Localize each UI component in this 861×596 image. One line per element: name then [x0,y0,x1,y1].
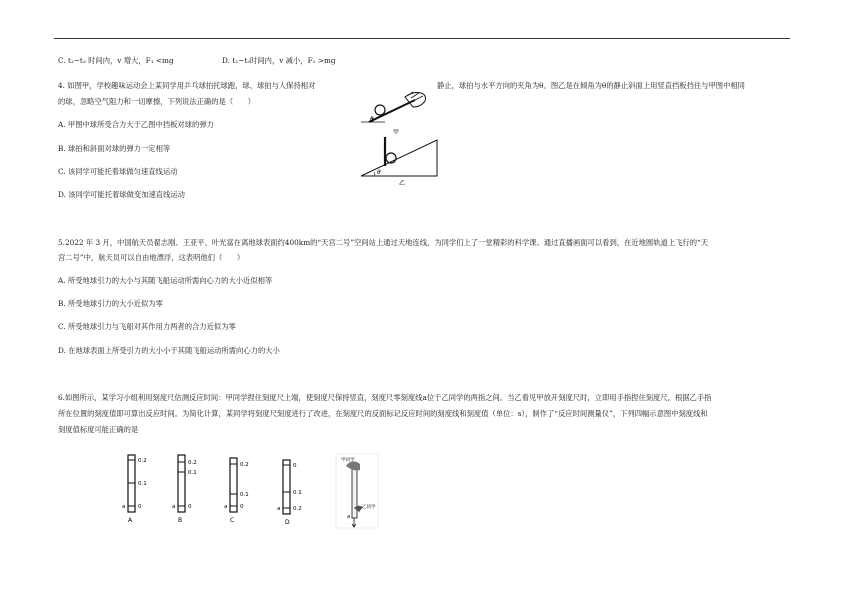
photo-label-yi: 乙同学 [362,505,376,510]
prev-option-c: C. t₂~t₃ 时间内，v 增大，F₁ <mg [58,56,174,65]
q5-option-d: D. 在地球表面上所受引力的大小小于其随飞船运动所需向心力的大小 [58,346,280,355]
ruler-c-mark-a: a [224,504,228,510]
q4-figure [355,82,445,187]
q4-stem-continuation: 静止，球拍与水平方向的夹角为θ。图乙是在倾角为θ的静止斜面上用竖直挡板挡住与甲图中相同 [437,81,745,90]
ruler-b-bottom-value: 0 [188,504,192,510]
q4-theta-label-yi: θ [377,169,381,176]
ruler-c-letter: C [230,517,235,524]
q5-stem-line1: 5.2022 年 3 月，中国航天员翟志刚、王亚平、叶光富在离地球表面约400km的“天宫二号”空间站上通过天地连线，为同学们上了一堂精彩的科学课。通过直播画面可以看到，在近地圆轨道上飞行的“天 [58,238,709,247]
ruler-c [224,458,249,524]
ruler-a-top-value: 0.2 [138,458,147,464]
ruler-c-bottom-value: 0 [240,504,244,510]
ruler-a [122,455,147,524]
q6-rulers-figure [118,450,378,530]
q4-option-b: B. 球拍和斜面对球的弹力一定相等 [58,144,171,153]
q6-stem-line2: 所在位置的刻度值即可算出反应时间。为简化计算，某同学将刻度尺刻度进行了改进，在刻度尺的反面标记反应时间的刻度线和刻度值（单位：s），制作了“反应时间测量仪”，下列四幅示意图中刻度线和 [58,409,708,418]
q4-option-d: D. 该同学可能托着球做变加速直线运动 [58,190,185,199]
q4-stem-line1: 4. 如图甲，学校趣味运动会上某同学用乒乓球拍托球跑，球、球拍与人保持相对 [58,81,316,90]
ruler-b-mark-a: a [172,504,176,510]
ruler-b-mid-value: 0.1 [188,470,197,476]
ruler-d-letter: D [285,519,290,526]
incline-diagram [361,137,437,187]
ruler-a-mid-value: 0.1 [138,481,147,487]
header-rule [54,38,790,39]
q4-label-yi: 乙 [399,180,406,187]
ruler-c-mid-value: 0.1 [240,492,249,498]
q5-stem-line2: 宫二号”中，航天员可以自由地漂浮，这表明他们（ ） [58,253,245,262]
q4-option-c: C. 该同学可能托着球做匀速直线运动 [58,167,178,176]
ruler-c-top-value: 0.2 [240,462,249,468]
q4-stem-line2: 的球，忽略空气阻力和一切摩擦，下列说法正确的是（ ） [58,97,256,106]
q6-stem-line1: 6.如图所示，某学习小组利用刻度尺估测反应时间：甲同学捏住刻度尺上端，使刻度尺保持竖直，刻度尺零刻度线a位于乙同学的两指之间。当乙看见甲放开刻度尺时，立即用手指捏住刻度尺，根据乙手指 [58,393,712,402]
ruler-b [172,455,197,524]
ruler-a-mark-a: a [122,504,126,510]
ruler-d-bottom-value: 0.2 [293,506,302,512]
ruler-d [277,460,302,526]
ruler-d-top-value: 0 [293,463,297,469]
ruler-b-top-value: 0.2 [188,460,197,466]
ruler-b-letter: B [178,517,183,524]
q4-theta-label-jia: θ [370,116,374,123]
photo-label-jia: 甲同学 [341,458,355,463]
racket-diagram [361,92,426,136]
ruler-a-bottom-value: 0 [138,504,142,510]
q6-stem-line3: 刻度值标度可能正确的是 [58,425,139,434]
q4-label-jia: 甲 [393,129,400,136]
ruler-d-mid-value: 0.1 [293,490,302,496]
q5-option-a: A. 所受地球引力的大小与其随飞船运动所需向心力的大小近似相等 [58,276,273,285]
q4-option-a: A. 甲图中球所受合力大于乙图中挡板对球的弹力 [58,120,214,129]
q5-option-c: C. 所受地球引力与飞船对其作用力两者的合力近似为零 [58,322,236,331]
prev-option-d: D. t₂~t₃时间内，v 减小，F₁ >mg [222,56,336,65]
reaction-photo [336,454,378,528]
ruler-a-letter: A [128,517,133,524]
ruler-d-mark-a: a [277,506,281,512]
photo-mark-a: a [347,514,351,520]
q5-option-b: B. 所受地球引力的大小近似为零 [58,299,163,308]
